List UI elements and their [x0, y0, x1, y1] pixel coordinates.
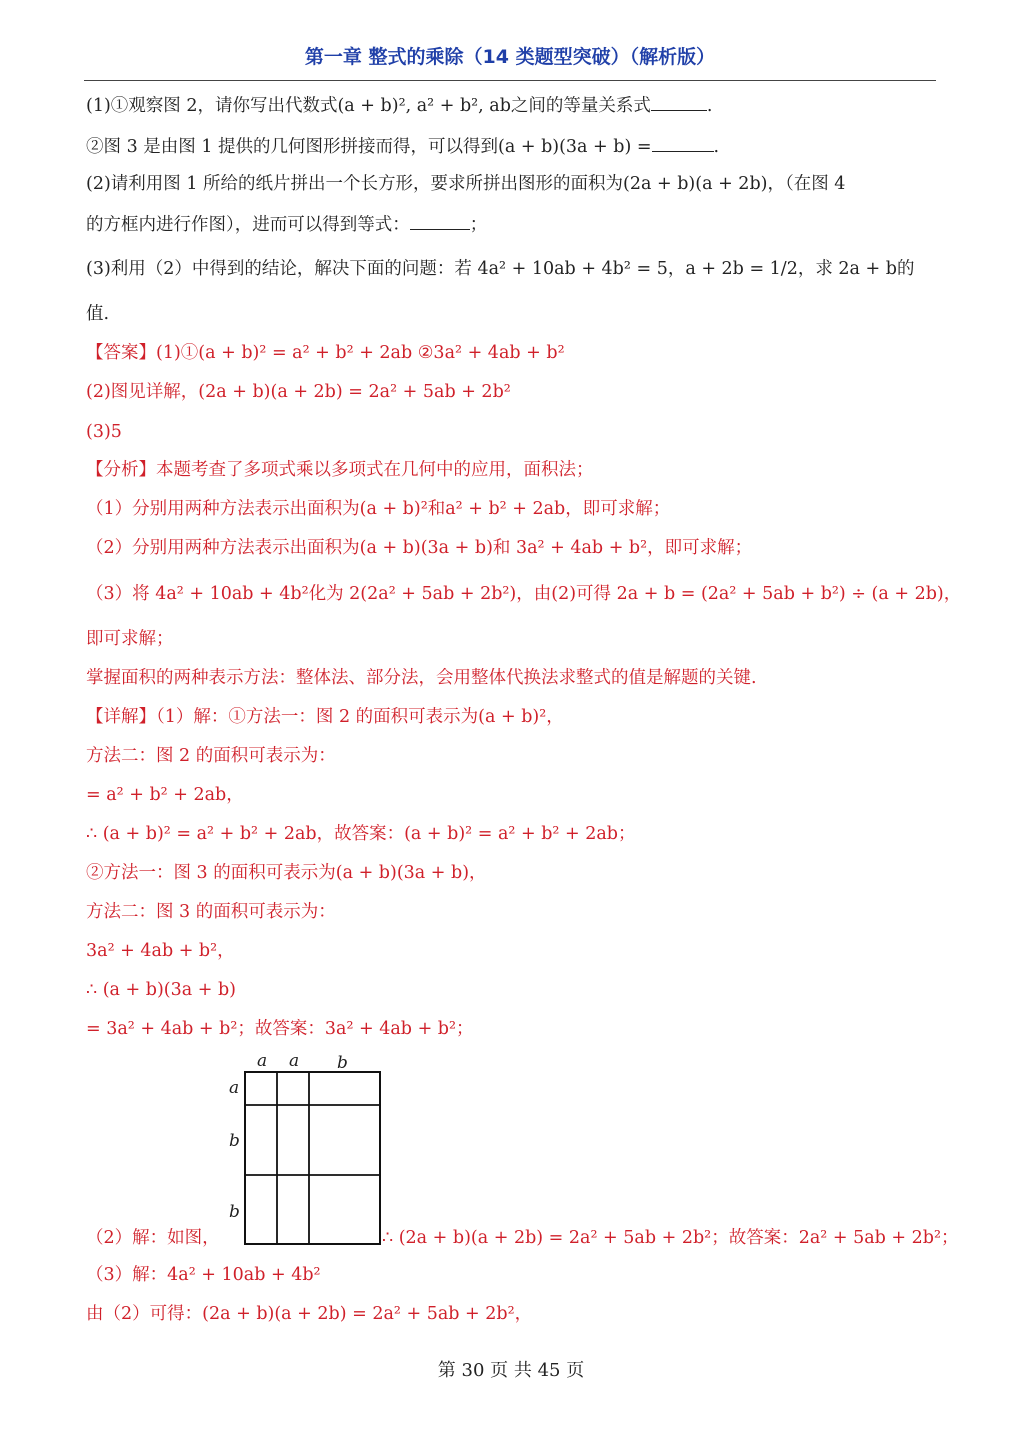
analysis-line-3: （2）分别用两种方法表示出面积为(a + b)(3a + b)和 3a² + 4ab + b²，即可求解；: [86, 538, 753, 558]
analysis-line-1: 【分析】本题考查了多项式乘以多项式在几何中的应用，面积法；: [86, 460, 594, 480]
question-2-line-a: (2)请利用图 1 所给的纸片拼出一个长方形，要求所拼出图形的面积为(2a + b)(a + 2b)，（在图 4: [86, 174, 846, 194]
figure-top-label: a: [289, 1051, 300, 1071]
question-1-2-text: ②图 3 是由图 1 提供的几何图形拼接而得，可以得到(a + b)(3a + b) =: [86, 137, 652, 157]
detail-line-3: = a² + b² + 2ab，: [86, 785, 244, 805]
question-1-1-end: .: [706, 96, 713, 116]
detail-line-1: 【详解】（1）解：①方法一：图 2 的面积可表示为(a + b)²，: [86, 707, 564, 727]
analysis-line-2: （1）分别用两种方法表示出面积为(a + b)²和a² + b² + 2ab，即可求解；: [86, 499, 671, 519]
question-1-1-text: (1)①观察图 2，请你写出代数式(a + b)², a² + b², ab之间的等量关系式: [86, 96, 651, 116]
question-3-line-b: 值.: [86, 304, 110, 324]
answer-blank: [410, 211, 470, 230]
figure-top-label: a: [257, 1051, 268, 1071]
detail-line-7: 3a² + 4ab + b²，: [86, 941, 235, 961]
answer-blank: [652, 133, 714, 152]
analysis-line-6: 掌握面积的两种表示方法：整体法、部分法，会用整体代换法求整式的值是解题的关键.: [86, 668, 757, 688]
question-1-2-end: .: [713, 137, 720, 157]
analysis-line-4: （3）将 4a² + 10ab + 4b²化为 2(2a² + 5ab + 2b²)，由(2)可得 2a + b = (2a² + 5ab + b²) ÷ (a + 2b)，: [86, 584, 962, 604]
answer-line-1: 【答案】(1)①(a + b)² = a² + b² + 2ab ②3a² + 4ab + b²: [86, 343, 565, 363]
detail-line-2: 方法二：图 2 的面积可表示为：: [86, 746, 336, 766]
detail-line-6: 方法二：图 3 的面积可表示为：: [86, 902, 336, 922]
detail-line-12: 由（2）可得：(2a + b)(a + 2b) = 2a² + 5ab + 2b²，: [86, 1304, 533, 1324]
figure-side-label: a: [229, 1078, 240, 1098]
question-2-text: 的方框内进行作图），进而可以得到等式：: [86, 215, 410, 235]
header-rule: [84, 80, 936, 81]
answer-line-3: (3)5: [86, 422, 122, 442]
detail-line-10-a: （2）解：如图，: [86, 1228, 220, 1248]
figure-side-label: b: [229, 1202, 240, 1222]
detail-line-8: ∴ (a + b)(3a + b): [86, 980, 236, 1000]
figure-outer-rect: [245, 1072, 380, 1244]
question-2-end: ；: [469, 215, 488, 235]
page-header-title: 第一章 整式的乘除（14 类题型突破）（解析版）: [304, 46, 716, 68]
detail-line-5: ②方法一：图 3 的面积可表示为(a + b)(3a + b)，: [86, 863, 487, 883]
figure-top-label: b: [337, 1053, 348, 1073]
answer-line-2: (2)图见详解，(2a + b)(a + 2b) = 2a² + 5ab + 2b²: [86, 382, 511, 402]
question-1-1: [86, 92, 936, 118]
detail-line-11: （3）解：4a² + 10ab + 4b²: [86, 1265, 321, 1285]
question-1-2: [86, 133, 936, 159]
detail-line-9: = 3a² + 4ab + b²；故答案：3a² + 4ab + b²；: [86, 1019, 474, 1039]
detail-line-10-b: ∴ (2a + b)(a + 2b) = 2a² + 5ab + 2b²；故答案：2a² + 5ab + 2b²；: [382, 1228, 959, 1248]
question-2-line-b: [86, 211, 936, 237]
rectangle-tiling-figure: [226, 1050, 386, 1250]
page-number-footer: 第 30 页 共 45 页: [437, 1360, 585, 1381]
figure-side-label: b: [229, 1131, 240, 1151]
question-3-line-a: (3)利用（2）中得到的结论，解决下面的问题：若 4a² + 10ab + 4b² = 5，a + 2b = 1/2，求 2a + b的: [86, 259, 915, 279]
answer-blank: [651, 92, 707, 111]
analysis-line-5: 即可求解；: [86, 629, 174, 649]
detail-line-4: ∴ (a + b)² = a² + b² + 2ab，故答案：(a + b)² = a² + b² + 2ab；: [86, 824, 636, 844]
